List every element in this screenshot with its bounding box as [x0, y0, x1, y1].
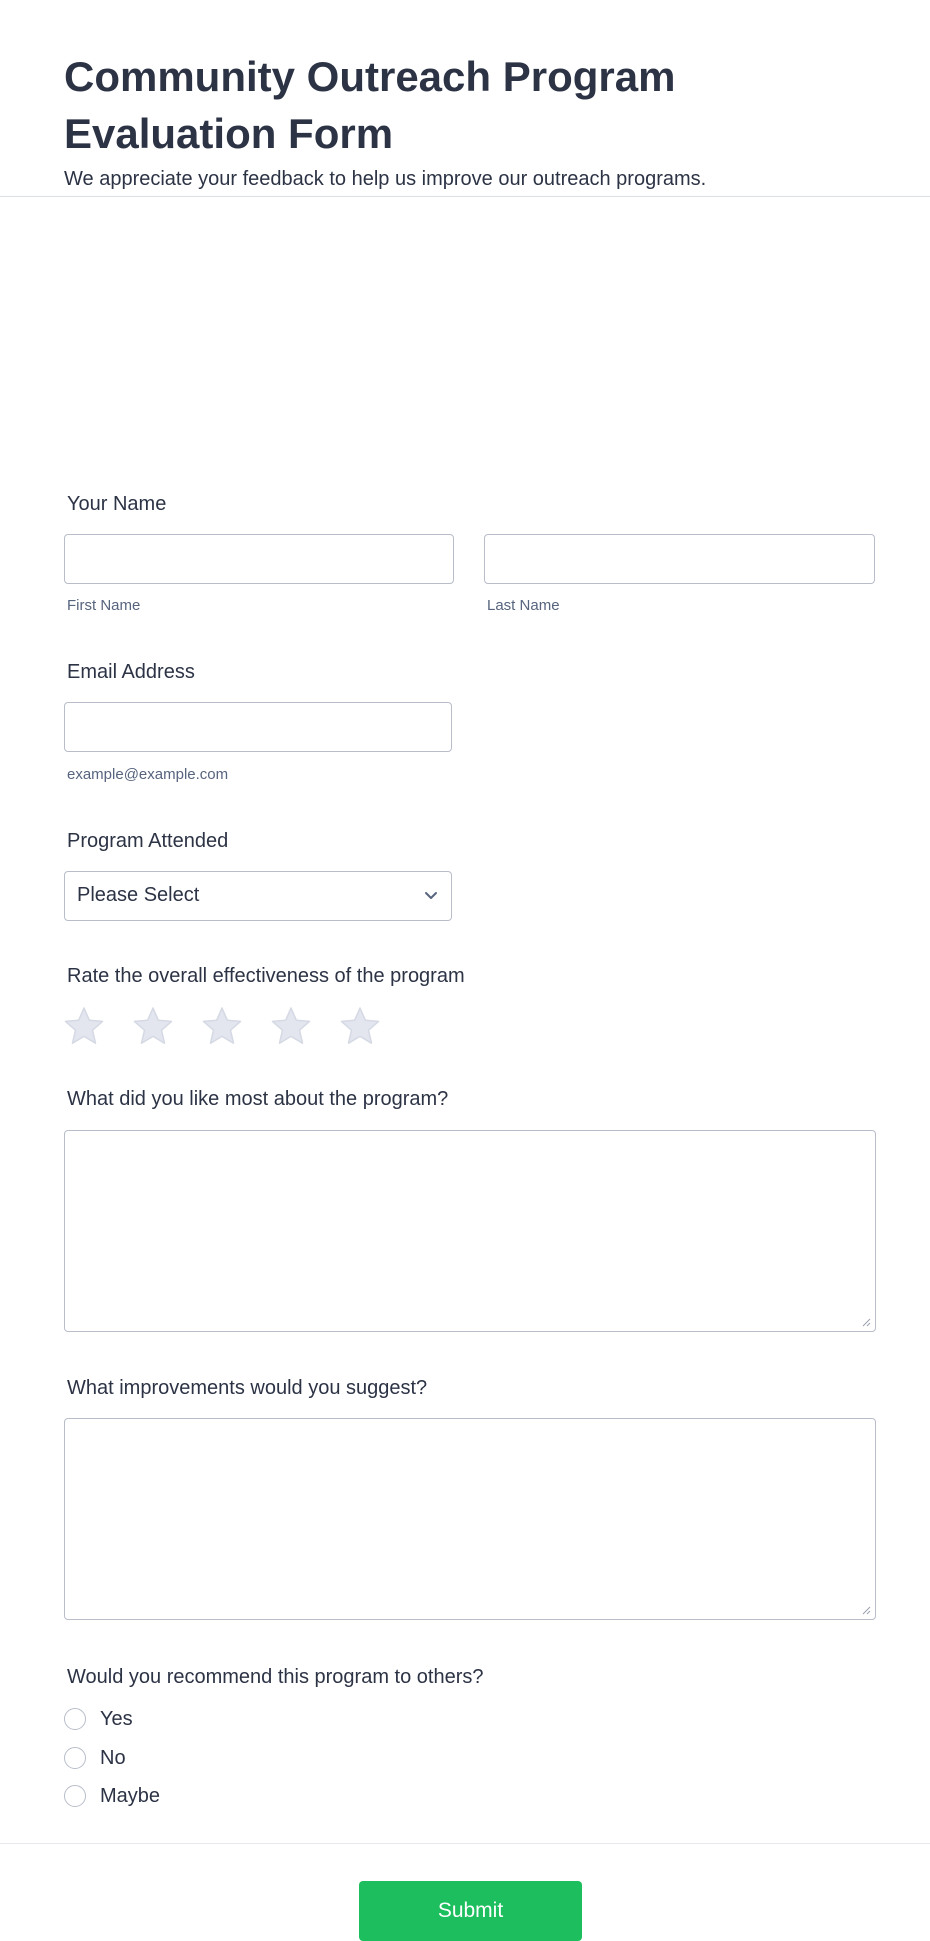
- form-header: [0, 0, 930, 197]
- chevron-down-icon: [423, 887, 439, 903]
- resize-handle-icon[interactable]: [861, 1317, 871, 1327]
- rating-label: Rate the overall effectiveness of the program: [67, 965, 465, 987]
- radio-option-yes[interactable]: [64, 1706, 133, 1732]
- program-label: Program Attended: [67, 830, 229, 852]
- radio-button[interactable]: [64, 1747, 86, 1769]
- email-sublabel: example@example.com: [67, 766, 229, 783]
- program-select[interactable]: [64, 871, 452, 921]
- radio-label: No: [100, 1746, 126, 1769]
- improvements-label: What improvements would you suggest?: [67, 1377, 428, 1399]
- radio-option-no[interactable]: [64, 1745, 126, 1771]
- radio-button[interactable]: [64, 1785, 86, 1807]
- first-name-sublabel: First Name: [67, 597, 141, 614]
- liked-label: What did you like most about the program?: [67, 1088, 449, 1110]
- footer-divider: [0, 1843, 930, 1844]
- page-subtitle: We appreciate your feedback to help us improve our outreach programs.: [64, 168, 707, 190]
- star-icon[interactable]: [270, 1005, 312, 1047]
- first-name-input[interactable]: [64, 534, 454, 584]
- program-select-value: Please Select: [77, 884, 200, 906]
- liked-textarea[interactable]: [64, 1130, 876, 1332]
- improvements-textarea[interactable]: [64, 1418, 876, 1620]
- submit-button[interactable]: Submit: [359, 1881, 582, 1941]
- email-label: Email Address: [67, 661, 195, 683]
- radio-label: Maybe: [100, 1784, 161, 1807]
- star-icon[interactable]: [201, 1005, 243, 1047]
- star-icon[interactable]: [63, 1005, 105, 1047]
- star-icon[interactable]: [132, 1005, 174, 1047]
- radio-label: Yes: [100, 1707, 133, 1730]
- star-icon[interactable]: [339, 1005, 381, 1047]
- email-input[interactable]: [64, 702, 452, 752]
- last-name-sublabel: Last Name: [487, 597, 560, 614]
- last-name-input[interactable]: [484, 534, 875, 584]
- radio-button[interactable]: [64, 1708, 86, 1730]
- recommend-label: Would you recommend this program to others?: [67, 1666, 484, 1688]
- radio-option-maybe[interactable]: [64, 1783, 160, 1809]
- page-title: Community Outreach Program Evaluation Form: [64, 53, 676, 157]
- name-label: Your Name: [67, 493, 167, 515]
- resize-handle-icon[interactable]: [861, 1605, 871, 1615]
